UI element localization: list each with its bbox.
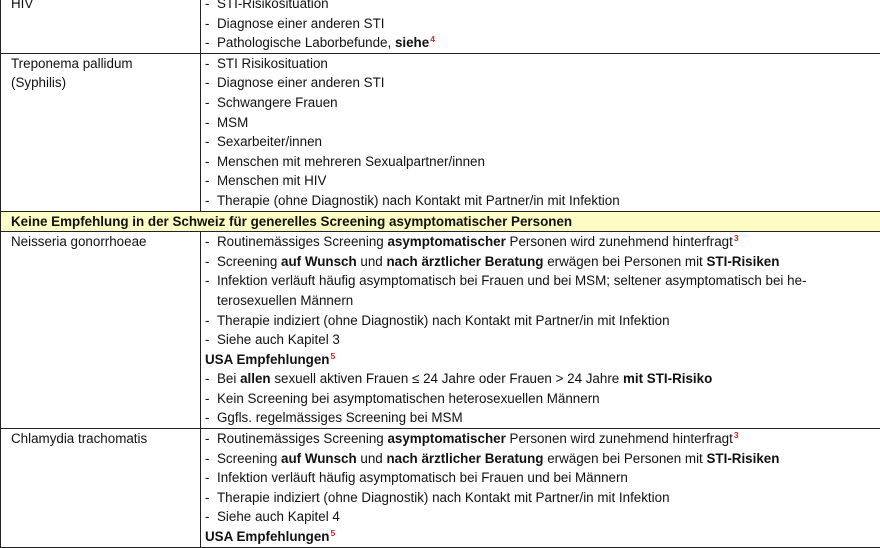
list-marker: - [205,408,209,428]
list-item: - Bei allen sexuell aktiven Frauen ≤ 24 Jahre oder Frauen > 24 Jahre mit STI-Risiko [205,369,874,389]
usa-recommendation-list [205,369,874,428]
pathogen-cell [1,0,201,53]
emphasis-text: mit STI-Risiko [623,371,712,386]
emphasis-text: siehe [395,35,429,50]
row-gonorrhoeae [1,232,880,429]
list-item: - Schwangere Frauen [205,93,874,113]
list-marker: - [205,271,209,291]
list-item: - Therapie (ohne Diagnostik) nach Kontakt mit Partner/in mit Infektion [205,191,874,211]
list-item: - Infektion verläuft häufig asymptomatisch bei Frauen und bei MSM; seltener asymptomatisch bei he- terosexuellen Männern [205,271,874,310]
list-marker: - [205,33,209,53]
list-item: - Siehe auch Kapitel 3 [205,330,874,350]
usa-heading [205,527,874,547]
recommendation-list [205,429,874,527]
list-marker: - [205,311,209,331]
list-item: - Therapie indiziert (ohne Diagnostik) nach Kontakt mit Partner/in mit Infektion [205,311,874,331]
details-cell [201,0,880,53]
list-marker: - [205,232,209,252]
row-hiv [1,0,880,53]
list-item: - Routinemässiges Screening asymptomatischer Personen wird zunehmend hinterfragt$^3$ [205,232,874,252]
usa-heading [205,350,874,370]
details-cell [201,53,880,211]
recommendation-list [205,54,874,211]
emphasis-text: asymptomatischer [387,234,505,249]
list-item: - Screening auf Wunsch und nach ärztlicher Beratung erwägen bei Personen mit STI-Risiken [205,449,874,469]
list-marker: - [205,0,209,14]
pathogen-name: Neisseria gonorrhoeae [11,234,146,249]
list-item: - Menschen mit mehreren Sexualpartner/innen [205,152,874,172]
row-chlamydia [1,429,880,548]
pathogen-cell [1,232,201,429]
list-marker: - [205,488,209,508]
list-marker: - [205,389,209,409]
list-item: - Ggfls. regelmässiges Screening bei MSM [205,408,874,428]
emphasis-text: auf Wunsch [281,451,357,466]
list-marker: - [205,14,209,34]
list-marker: - [205,54,209,74]
reference-marker: 4 [430,34,435,44]
emphasis-text: STI-Risiken [707,254,780,269]
emphasis-text: nach ärztlicher Beratung [386,451,543,466]
list-item: - Therapie indiziert (ohne Diagnostik) nach Kontakt mit Partner/in mit Infektion [205,488,874,508]
list-marker: - [205,369,209,389]
list-marker: - [205,171,209,191]
list-marker: - [205,449,209,469]
recommendation-list [205,232,874,350]
list-marker: - [205,330,209,350]
list-item: - Sexarbeiter/innen [205,132,874,152]
list-item: - Siehe auch Kapitel 4 [205,507,874,527]
list-item: - Diagnose einer anderen STI [205,14,874,34]
list-marker: - [205,73,209,93]
row-banner [1,211,880,232]
list-marker: - [205,93,209,113]
list-item: - STI Risikosituation [205,54,874,74]
section-banner: Keine Empfehlung in der Schweiz für generelles Screening asymptomatischer Personen [1,211,880,232]
list-item: - Kein Screening bei asymptomatischen heterosexuellen Männern [205,389,874,409]
list-item: - MSM [205,113,874,133]
list-marker: - [205,429,209,449]
pathogen-name: Treponema pallidum [11,54,200,74]
usa-heading-text: USA Empfehlungen [205,352,329,367]
reference-marker: 5 [330,528,335,538]
list-marker: - [205,152,209,172]
list-marker: - [205,132,209,152]
list-item: - Routinemässiges Screening asymptomatischer Personen wird zunehmend hinterfragt$^3$ [205,429,874,449]
list-item: - Screening auf Wunsch und nach ärztlicher Beratung erwägen bei Personen mit STI-Risiken [205,252,874,272]
usa-heading-text: USA Empfehlungen [205,529,329,544]
pathogen-cell [1,429,201,548]
recommendation-list [205,0,874,53]
reference-marker: 3 [734,430,739,440]
emphasis-text: allen [240,371,271,386]
list-item: - Infektion verläuft häufig asymptomatisch bei Frauen und bei Männern [205,468,874,488]
list-marker: - [205,191,209,211]
emphasis-text: STI-Risiken [707,451,780,466]
reference-marker: 3 [734,233,739,243]
emphasis-text: auf Wunsch [281,254,357,269]
list-marker: - [205,507,209,527]
list-item: - Pathologische Laborbefunde, siehe$^4$ [205,33,874,53]
list-marker: - [205,113,209,133]
details-cell [201,429,880,548]
reference-marker: 5 [330,351,335,361]
pathogen-name: Chlamydia trachomatis [11,431,147,446]
list-item: - STI-Risikosituation [205,0,874,14]
pathogen-name: HIV [11,0,33,11]
row-syphilis [1,53,880,211]
pathogen-common-name: (Syphilis) [11,73,200,93]
emphasis-text: nach ärztlicher Beratung [386,254,543,269]
details-cell [201,232,880,429]
list-item: - Diagnose einer anderen STI [205,73,874,93]
list-marker: - [205,252,209,272]
list-item: - Menschen mit HIV [205,171,874,191]
emphasis-text: asymptomatischer [387,431,505,446]
list-marker: - [205,468,209,488]
pathogen-cell [1,53,201,211]
